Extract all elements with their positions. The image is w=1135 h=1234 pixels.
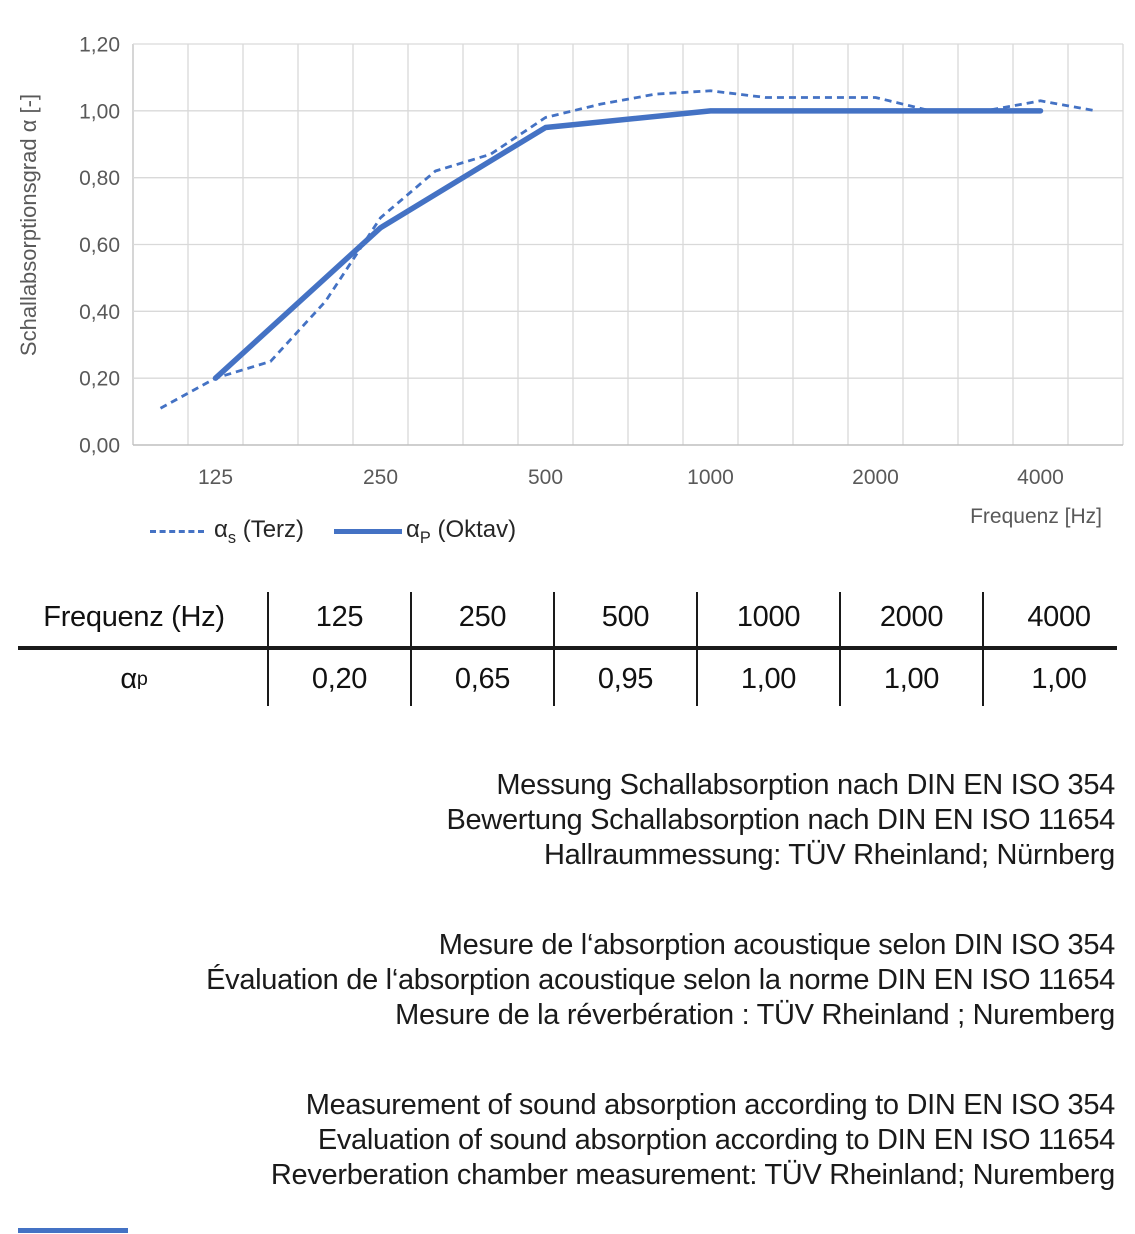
alpha-subscript: P [419, 528, 431, 547]
x-tick-label: 4000 [1017, 466, 1064, 489]
table-header-row [0, 588, 1135, 646]
legend-label-alpha-s [214, 516, 304, 548]
note-german [446, 768, 1115, 873]
absorption-chart [0, 0, 1135, 560]
table-cell: 1,00 [740, 662, 797, 695]
note-line: Evaluation of sound absorption according to DIN EN ISO 11654 [317, 1124, 1115, 1156]
table-header-cell: 125 [315, 600, 364, 633]
note-english [271, 1088, 1115, 1193]
note-line: Mesure de la réverbération : TÜV Rheinland ; Nuremberg [395, 999, 1115, 1031]
table-cell: 0,95 [597, 662, 654, 695]
x-tick-label: 250 [362, 466, 399, 489]
x-tick-label: 2000 [852, 466, 899, 489]
y-tick-label: 1,00 [79, 100, 120, 124]
solid-line-sample-icon [334, 529, 402, 534]
y-tick-label: 0,40 [79, 300, 120, 324]
note-french [206, 928, 1115, 1033]
table-cell: 0,20 [311, 662, 368, 695]
chart-legend [150, 516, 516, 548]
note-line: Bewertung Schallabsorption nach DIN EN ISO 11654 [446, 804, 1115, 836]
y-tick-label: 0,00 [79, 434, 120, 458]
alpha-subscript: p [136, 667, 148, 690]
note-line: Hallraummessung: TÜV Rheinland; Nürnberg [544, 839, 1115, 871]
legend-label-alpha-p [406, 516, 516, 548]
note-line: Évaluation de l‘absorption acoustique selon la norme DIN EN ISO 11654 [206, 964, 1115, 996]
dashed-line-sample-icon [150, 530, 204, 533]
table-row-label [0, 650, 268, 708]
table-column-separator [696, 592, 698, 706]
x-tick-label: 500 [527, 466, 564, 489]
table-column-separator [839, 592, 841, 706]
footer-accent-bar [18, 1228, 128, 1233]
legend-text: (Oktav) [430, 516, 517, 543]
alpha-symbol: α [214, 516, 228, 543]
table-cell: 1,00 [1031, 662, 1087, 695]
x-axis-title: Frequenz [Hz] [970, 505, 1102, 528]
alpha-subscript: s [227, 528, 237, 547]
note-line: Mesure de l‘absorption acoustique selon DIN ISO 354 [438, 929, 1115, 961]
table-cell: 0,65 [454, 662, 511, 695]
y-tick-label: 1,20 [79, 33, 120, 57]
note-line: Measurement of sound absorption according to DIN EN ISO 354 [305, 1089, 1115, 1121]
note-line: Messung Schallabsorption nach DIN EN ISO 354 [496, 769, 1115, 801]
alpha-symbol: α [406, 516, 420, 543]
chart-plot [0, 0, 1135, 560]
y-tick-label: 0,80 [79, 167, 120, 191]
table-header-cell: 1000 [736, 600, 801, 633]
table-column-separator [982, 592, 984, 706]
y-axis-title: Schallabsorptionsgrad α [-] [16, 93, 41, 357]
alpha-p-table [0, 588, 1135, 708]
x-tick-label: 125 [197, 466, 234, 489]
table-column-separator [267, 592, 269, 706]
legend-item-alpha-p [334, 516, 516, 548]
x-tick-label: 1000 [687, 466, 734, 489]
table-header-cell: Frequenz (Hz) [43, 600, 225, 633]
y-tick-label: 0,20 [79, 367, 120, 391]
table-value-row [0, 650, 1135, 708]
table-header-cell: 4000 [1027, 600, 1091, 633]
table-cell: 1,00 [883, 662, 940, 695]
table-header-cell: 500 [601, 600, 650, 633]
alpha-symbol: α [120, 662, 137, 695]
note-line: Reverberation chamber measurement: TÜV Rheinland; Nuremberg [270, 1159, 1115, 1191]
legend-item-alpha-s [150, 516, 304, 548]
legend-text: (Terz) [236, 516, 305, 543]
y-tick-label: 0,60 [79, 234, 120, 257]
table-header-cell: 250 [458, 600, 507, 633]
table-column-separator [553, 592, 555, 706]
table-column-separator [410, 592, 412, 706]
table-header-cell: 2000 [879, 600, 944, 633]
